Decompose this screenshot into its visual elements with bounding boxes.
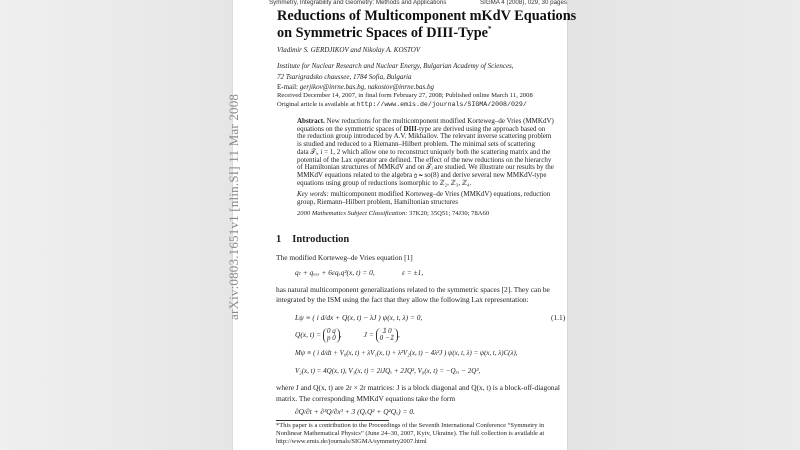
matrix-row: p 0	[326, 334, 336, 343]
footnote-url[interactable]: http://www.emis.de/journals/SIGMA/symmetry2007.html	[276, 438, 427, 445]
section-number: 1	[276, 234, 282, 245]
equation-mmkdv: ∂Q/∂t + ∂³Q/∂x³ + 3 (QₓQ² + Q²Qₓ) = 0.	[295, 407, 415, 416]
original-label: Original article is available at	[277, 101, 357, 108]
section-title: Introduction	[292, 234, 350, 245]
msc	[297, 211, 489, 218]
received-dates: Received December 14, 2007, in final form February 27, 2008; Published online March 11, 2008	[277, 92, 533, 99]
body-line: where J and Q(x, t) are 2r × 2r matrices: J is a block diagonal and Q(x, t) is a block-off-diagonal	[276, 383, 560, 392]
body-line: has natural multicomponent generalizations related to the symmetric spaces [2]. They can be	[276, 285, 550, 294]
email-value: gerjikov@inrne.bas.bg, nakostov@inrne.bas.bg	[299, 83, 434, 91]
keywords-text: multicomponent modified Korteweg–de Vries (MMKdV) equations, reduction	[328, 190, 551, 198]
abstract-line: MMKdV equations related to the algebra 𝔤 ≃ so(8) and derive several new MMKdV-type	[297, 170, 547, 179]
equation-number: (1.1)	[551, 313, 566, 322]
abstract-text-bold: DIII	[403, 124, 417, 133]
equation-mkdv: qₜ + qₓₓₓ + 6εqₓq²(x, t) = 0,	[295, 268, 375, 277]
email	[277, 84, 434, 91]
arxiv-stamp: arXiv:0803.1651v1 [nlin.SI] 11 Mar 2008	[226, 93, 241, 320]
authors: Vladimir S. GERDJIKOV and Nikolay A. KOSTOV	[277, 46, 421, 54]
journal-header: Symmetry, Integrability and Geometry: Methods and Applications	[269, 0, 447, 6]
equation-V: V₂(x, t) = 4Q(x, t), V₁(x, t) = 2iJQₓ + 2JQ², V₀(x, t) = −Qₓₓ − 2Q³,	[295, 367, 481, 375]
paper-title-line1: Reductions of Multicomponent mKdV Equations	[277, 8, 577, 24]
equation-Q: Q(x, t) = 0 q p 0 , J = 𝟙 0 0 −𝟙 ,	[295, 327, 400, 343]
msc-value: 37K20; 35Q51; 74J30; 78A60	[407, 210, 490, 217]
footnote-mark: *	[488, 25, 492, 34]
footnote-rule	[276, 420, 389, 421]
abstract-line: the reduction group introduced by A.V. Mikhailov. The relevant inverse scattering problem	[297, 132, 552, 141]
body-line: integrated by the ISM using the fact that they allow the following Lax representation:	[276, 295, 529, 304]
matrix-row: 0 q	[326, 327, 336, 335]
abstract-line: potential of the Lax operator are defined. The effect of the new reductions on the hierarchy	[297, 155, 552, 164]
matrix-j	[376, 328, 398, 343]
body-paragraph: The modified Korteweg–de Vries equation [1]	[276, 253, 413, 262]
journal-reference: SIGMA 4 (2008), 029, 30 pages	[479, 0, 567, 6]
abstract-line: is studied and reduced to a Riemann–Hilbert problem. The minimal sets of scattering	[297, 140, 536, 149]
body-line: matrix. The corresponding MMKdV equations take the form	[276, 394, 456, 403]
footnote-line: Nonlinear Mathematical Physics” (June 24–30, 2007, Kyiv, Ukraine). The full collection is available at	[276, 430, 545, 437]
section-heading	[276, 235, 349, 246]
matrix-row: 𝟙 0	[381, 327, 392, 335]
original-article	[277, 102, 527, 109]
equation-epsilon: ε = ±1,	[402, 268, 424, 277]
equation-lax-L: Lψ ≡ ( i d/dx + Q(x, t) − λJ ) ψ(x, t, λ) = 0,	[295, 313, 423, 322]
keywords-label: Key words:	[297, 190, 329, 198]
msc-label: 2000 Mathematics Subject Classification:	[297, 210, 408, 217]
q-label: Q(x, t) =	[295, 330, 322, 340]
abstract-line: of Hamiltonian structures of MMKdV and on 𝒯ᵢ are studied. We illustrate our results by the	[297, 163, 554, 172]
matrix-q	[323, 328, 340, 343]
abstract-line: equations using group of reductions isomorphic to ℤ₂, ℤ₃, ℤ₄.	[297, 178, 472, 187]
affiliation-line1: Institute for Nuclear Research and Nuclear Energy, Bulgarian Academy of Sciences,	[277, 62, 514, 70]
abstract-text: New reductions for the multicomponent modified Korteweg–de Vries (MMKdV)	[324, 117, 554, 125]
equation-lax-M: Mψ ≡ ( i d/dt + V₀(x, t) + λV₁(x, t) + λ²V₂(x, t) − 4λ³J ) ψ(x, t, λ) = ψ(x, t, λ)C(λ),	[295, 350, 518, 357]
keywords-line2: group, Riemann–Hilbert problem, Hamiltonian structures	[297, 197, 458, 206]
abstract-text: equations on the symmetric spaces of	[297, 124, 404, 133]
email-label: E-mail:	[277, 83, 300, 91]
abstract-text: -type are derived using the approach based on	[416, 124, 546, 133]
footnote-line: *This paper is a contribution to the Proceedings of the Seventh International Conference “Symmetry in	[276, 422, 545, 429]
title-text: on Symmetric Spaces of DIII-Type	[277, 25, 488, 41]
paper-title-line2	[277, 26, 492, 40]
abstract-line: data 𝒯ᵢ, i = 1, 2 which allow one to reconstruct uniquely both the scattering matrix and the	[297, 147, 551, 156]
original-url[interactable]: http://www.emis.de/journals/SIGMA/2008/029/	[356, 101, 527, 108]
abstract-label: Abstract.	[297, 117, 325, 125]
j-label: J =	[363, 330, 374, 340]
matrix-row: 0 −𝟙	[379, 334, 395, 343]
keywords	[297, 191, 550, 198]
affiliation-line2: 72 Tsarigradsko chaussee, 1784 Sofia, Bulgaria	[277, 73, 412, 81]
